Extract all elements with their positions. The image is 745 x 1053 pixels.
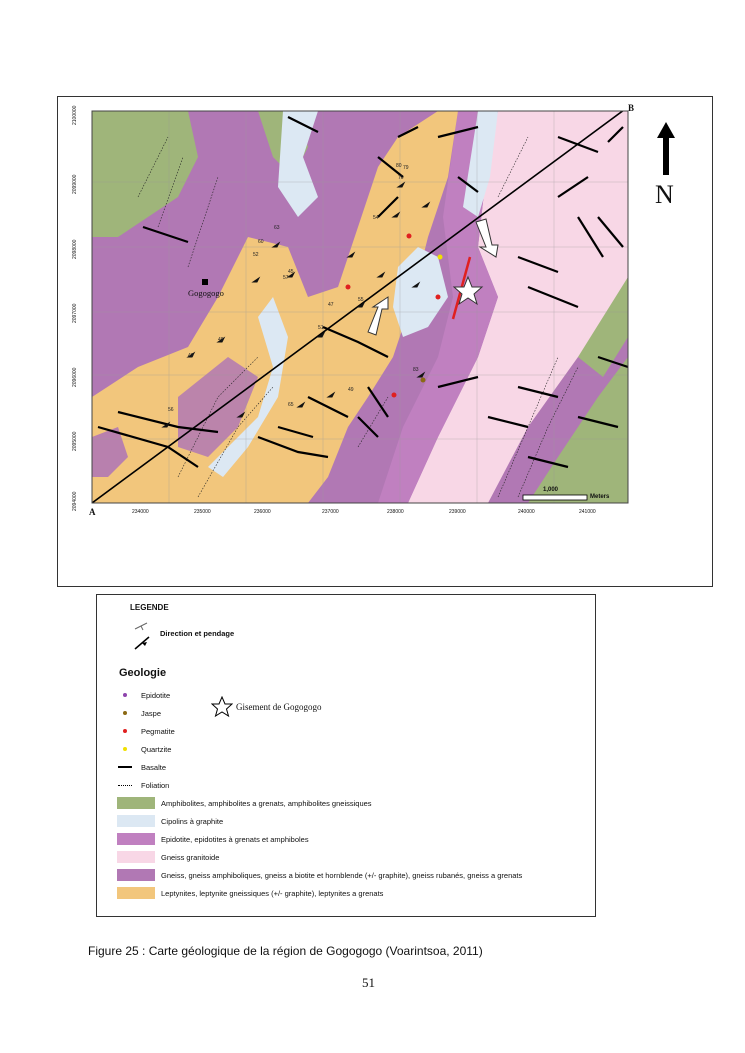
gogogogo-label: Gogogogo [188, 288, 224, 298]
legend-geology-title: Geologie [119, 667, 167, 679]
legend-symbol [117, 707, 133, 719]
legend-dot-icon [123, 747, 127, 751]
y-tick: 2096000 [72, 367, 78, 387]
dip-label: 70 [398, 175, 404, 181]
legend-swatch [117, 815, 155, 827]
legend-symbol [117, 779, 133, 791]
y-tick: 2100000 [72, 105, 78, 125]
legend-gisement [211, 696, 322, 718]
dip-label: 48 [218, 337, 224, 343]
legend-item-label: Quartzite [141, 744, 172, 754]
legend-item-label: Amphibolites, amphibolites a grenats, amphibolites gneissiques [161, 798, 372, 808]
legend-swatch [117, 869, 155, 881]
legend-item [117, 742, 171, 756]
dip-label: 65 [288, 402, 294, 408]
dip-label: 79 [403, 165, 409, 171]
legend-item-label: Epidotite [141, 690, 171, 700]
legend-item-label: Cipolins à graphite [161, 816, 224, 826]
legend-item-label: Leptynites, leptynite gneissiques (+/- graphite), leptynites a grenats [161, 888, 384, 898]
y-tick: 2095000 [72, 431, 78, 451]
dip-symbol-icon [131, 617, 153, 653]
x-tick: 237000 [322, 509, 339, 515]
legend-item [117, 796, 372, 810]
figure-caption: Figure 25 : Carte géologique de la région de Gogogogo (Voarintsoa, 2011) [88, 944, 483, 958]
legend-swatch [117, 887, 155, 899]
legend-direction-label: Direction et pendage [160, 629, 235, 638]
legend-dot-icon [123, 711, 127, 715]
legend-item [117, 832, 309, 846]
legend-item-label: Foliation [141, 780, 170, 790]
legend-item [117, 850, 219, 864]
y-tick: 2094000 [72, 491, 78, 511]
legend-item-label: Gneiss, gneiss amphiboliques, gneiss a biotite et hornblende (+/- graphite), gneiss rubanés, gneiss a grenats [161, 870, 523, 880]
y-tick: 2099000 [72, 174, 78, 194]
legend-item-label: Gneiss granitoide [161, 852, 220, 862]
legend-item [117, 706, 161, 720]
corner-label-a: A [89, 507, 96, 517]
y-axis-ticks [72, 97, 92, 588]
legend-title: LEGENDE [130, 603, 169, 612]
legend-item [117, 688, 170, 702]
x-tick: 238000 [387, 509, 404, 515]
legend-line-icon [118, 785, 132, 786]
dip-label: 60 [258, 239, 264, 245]
dip-label: 51 [318, 325, 324, 331]
legend-item [117, 724, 175, 738]
dip-label: 45 [288, 269, 294, 275]
legend-line-icon [118, 766, 132, 768]
legend-swatch [117, 797, 155, 809]
legend-symbol [117, 743, 133, 755]
x-tick: 236000 [254, 509, 271, 515]
legend-item [117, 778, 169, 792]
dip-label: 54 [373, 215, 379, 221]
north-label: N [655, 180, 674, 209]
dip-label: 83 [413, 367, 419, 373]
legend-swatch [117, 833, 155, 845]
legend-item-label: Jaspe [141, 708, 162, 718]
legend-item [117, 760, 166, 774]
legend-dot-icon [123, 693, 127, 697]
x-tick: 234000 [132, 509, 149, 515]
dip-label: 63 [274, 225, 280, 231]
legend-item-label: Epidotite, epidotites à grenats et amphiboles [161, 834, 309, 844]
x-tick: 241000 [579, 509, 596, 515]
dip-label-layer [58, 97, 714, 588]
y-tick: 2098000 [72, 239, 78, 259]
dip-label: 55 [358, 297, 364, 303]
legend-symbol [117, 761, 133, 773]
dip-label: 49 [348, 387, 354, 393]
scale-unit: Meters [590, 494, 610, 500]
legend-symbol [117, 689, 133, 701]
legend-gisement-label: Gisement de Gogogogo [236, 702, 322, 712]
corner-label-b: B [628, 103, 635, 113]
dip-label: 57 [283, 275, 289, 281]
dip-label: 56 [168, 407, 174, 413]
legend-item [117, 868, 522, 882]
scale-value: 1,000 [543, 487, 559, 493]
legend-swatch [117, 851, 155, 863]
legend-symbol [117, 725, 133, 737]
star-icon [211, 696, 233, 718]
x-tick: 239000 [449, 509, 466, 515]
legend-item-label: Basalte [141, 762, 167, 772]
legend-item [117, 886, 383, 900]
x-tick: 235000 [194, 509, 211, 515]
legend-dot-icon [123, 729, 127, 733]
legend-item [117, 814, 223, 828]
dip-label: 52 [253, 252, 259, 258]
legend-box [96, 594, 596, 917]
legend-item-label: Pegmatite [141, 726, 175, 736]
x-tick: 240000 [518, 509, 535, 515]
map-frame [57, 96, 713, 587]
y-tick: 2097000 [72, 303, 78, 323]
dip-label: 49 [188, 353, 194, 359]
page-number: 51 [362, 975, 375, 990]
dip-label: 80 [396, 163, 402, 169]
dip-label: 47 [328, 302, 334, 308]
